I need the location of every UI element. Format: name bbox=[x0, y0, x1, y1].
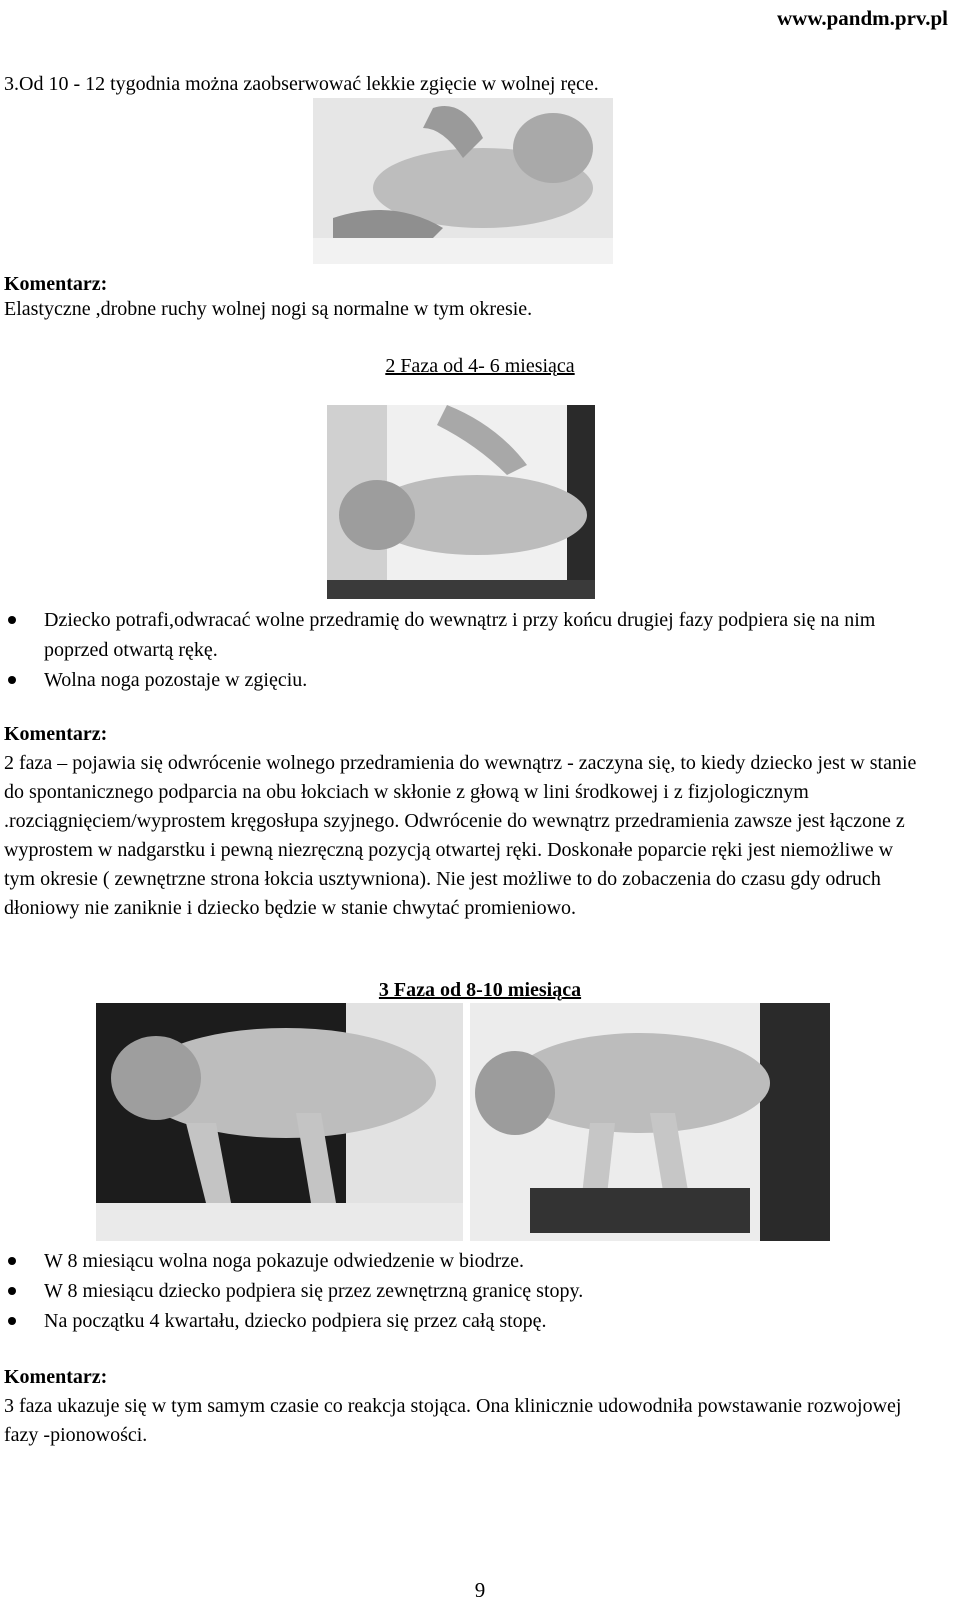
section-heading-phase-3: 3 Faza od 8-10 miesiąca bbox=[378, 979, 582, 1001]
photo-infant-phase-3-left bbox=[96, 1003, 463, 1241]
comment-text-2: 2 faza – pojawia się odwrócenie wolnego przedramienia do wewnątrz - zaczyna się, to kiedy dziecko jest w stanie do spontanicznego podparcia na obu łokciach w skłonie z głową w lini środkowej i z fizjologicznym .rozciągnięciem/wyprostem kręgosłupa szyjnego. Odwrócenie do wewnątrz przedramienia zawsze jest łączone z wyprostem w nadgarstku i pewną niezręczną pozycją otwartej ręki. Doskonałe poparcie ręki jest niemożliwe w tym okresie ( zewnętrzne strona łokcia usztywniona). Nie jest możliwe to do zobaczenia do czasu gdy odruch dłoniowy nie zaniknie i dziecko będzie w stanie chwytać promieniowo. bbox=[4, 752, 917, 919]
list-item: Wolna noga pozostaje w zgięciu. bbox=[4, 665, 904, 695]
comment-label-1: Komentarz: bbox=[4, 273, 108, 295]
comment-label-2: Komentarz: bbox=[4, 723, 108, 745]
photo-infant-10-12-weeks bbox=[313, 98, 613, 264]
intro-text: 3.Od 10 - 12 tygodnia można zaobserwować lekkie zgięcie w wolnej ręce. bbox=[4, 73, 599, 95]
list-item: W 8 miesiącu wolna noga pokazuje odwiedzenie w biodrze. bbox=[4, 1246, 904, 1276]
comment-text-3: 3 faza ukazuje się w tym samym czasie co reakcja stojąca. Ona klinicznie udowodniła powstawanie rozwojowej fazy -pionowości. bbox=[4, 1395, 902, 1446]
site-url: www.pandm.prv.pl bbox=[777, 6, 948, 30]
list-item: Dziecko potrafi,odwracać wolne przedramię do wewnątrz i przy końcu drugiej fazy podpiera się na nim poprzed otwartą rękę. bbox=[4, 605, 904, 665]
comment-text-1: Elastyczne ,drobne ruchy wolnej nogi są normalne w tym okresie. bbox=[4, 298, 533, 320]
page-number: 9 bbox=[474, 1578, 486, 1602]
list-item: W 8 miesiącu dziecko podpiera się przez zewnętrzną granicę stopy. bbox=[4, 1276, 904, 1306]
photo-infant-phase-3-right bbox=[470, 1003, 830, 1241]
section-heading-phase-2: 2 Faza od 4- 6 miesiąca bbox=[385, 355, 575, 377]
phase-2-bullet-list bbox=[4, 605, 904, 695]
comment-label-3: Komentarz: bbox=[4, 1366, 108, 1388]
list-item: Na początku 4 kwartału, dziecko podpiera się przez całą stopę. bbox=[4, 1306, 904, 1336]
photo-infant-phase-2 bbox=[327, 405, 595, 599]
phase-3-bullet-list bbox=[4, 1246, 904, 1336]
